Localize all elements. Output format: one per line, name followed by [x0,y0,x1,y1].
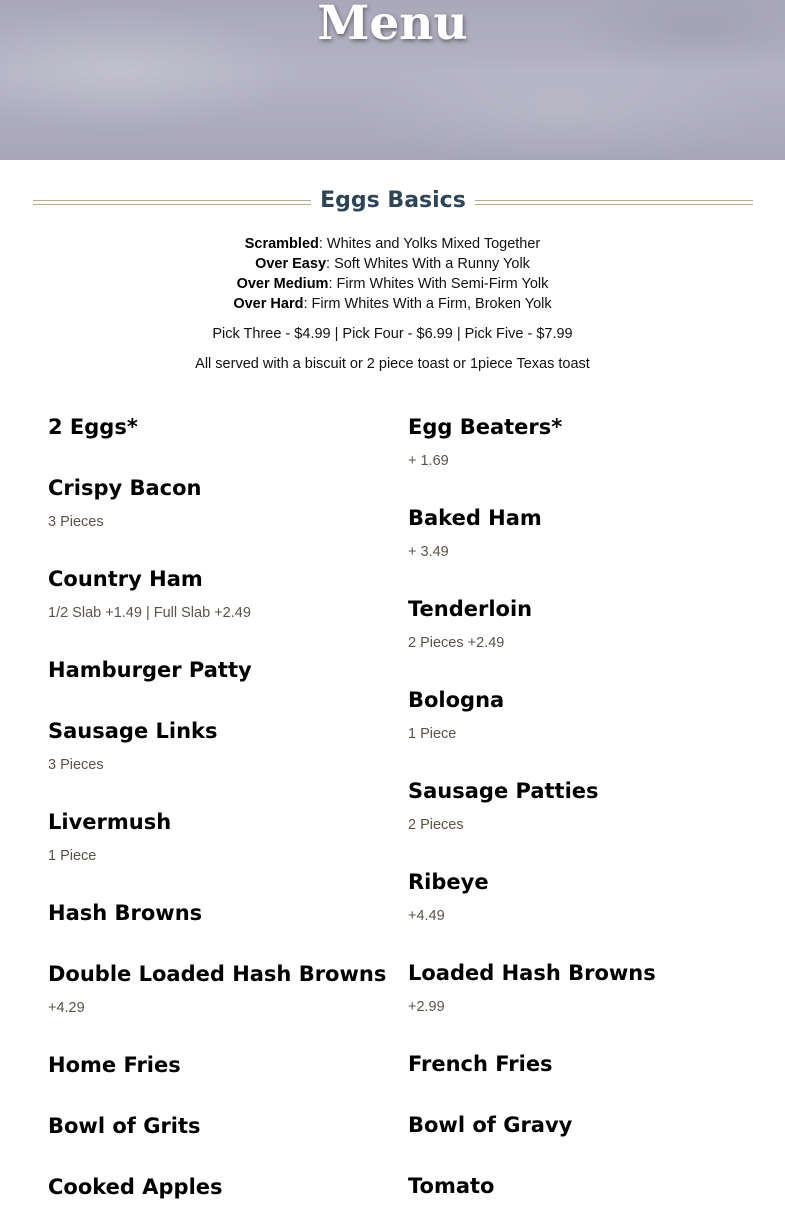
egg-style-line [0,294,785,314]
served-with-text: All served with a biscuit or 2 piece toast or 1piece Texas toast [195,356,590,372]
menu-item-detail: +4.49 [408,908,445,924]
menu-item [408,863,758,954]
menu-item-detail: 3 Pieces [48,514,104,530]
menu-item-name: Sausage Links [48,719,218,743]
menu-item-name: Baked Ham [408,506,542,530]
menu-items-right-column [408,408,758,1215]
menu-item [48,469,398,560]
egg-style-name: Scrambled [244,236,319,252]
heading-rule-left [33,200,311,205]
menu-item [48,1168,398,1215]
menu-item [48,1107,398,1168]
menu-item [48,408,398,469]
menu-item [408,1167,758,1215]
page-title: Menu [317,0,468,51]
menu-item-name: Cooked Apples [48,1175,223,1199]
menu-item-name: Bowl of Gravy [408,1113,573,1137]
menu-items-left-column [48,408,398,1215]
menu-item [48,1046,398,1107]
menu-item [48,955,398,1046]
pricing-line [0,324,785,344]
egg-style-desc: : Firm Whites With Semi-Firm Yolk [328,276,549,292]
served-with-line [0,354,785,374]
menu-item-detail: +4.29 [48,1000,85,1016]
egg-style-desc: : Firm Whites With a Firm, Broken Yolk [303,296,552,312]
menu-item-name: Tenderloin [408,597,533,621]
section-title: Eggs Basics [320,188,466,213]
menu-item-name: Home Fries [48,1053,181,1077]
egg-style-name: Over Easy [255,256,327,272]
menu-item-name: Crispy Bacon [48,476,202,500]
menu-item-name: Country Ham [48,567,203,591]
menu-item [408,408,758,499]
menu-item [408,954,758,1045]
menu-item-name: Bowl of Grits [48,1114,201,1138]
egg-style-name: Over Medium [236,276,329,292]
menu-item-name: Ribeye [408,870,489,894]
pricing-text: Pick Three - $4.99 | Pick Four - $6.99 | Pick Five - $7.99 [212,326,573,342]
egg-style-line [0,254,785,274]
menu-item-name: Livermush [48,810,172,834]
menu-item-detail: +2.99 [408,999,445,1015]
menu-item-name: Sausage Patties [408,779,599,803]
hero-banner [0,0,785,160]
menu-item-name: Hash Browns [48,901,203,925]
menu-item [408,1045,758,1106]
egg-styles-description [0,234,785,314]
menu-item-detail: + 3.49 [408,544,449,560]
menu-item-name: Bologna [408,688,505,712]
menu-item [48,560,398,651]
egg-style-name: Over Hard [233,296,304,312]
menu-item-detail: 2 Pieces [408,817,464,833]
menu-item-name: Tomato [408,1174,495,1198]
menu-item-detail: 1 Piece [48,848,97,864]
menu-item [48,894,398,955]
egg-style-line [0,234,785,254]
menu-item [48,712,398,803]
menu-item-name: 2 Eggs* [48,415,138,439]
menu-item-name: Egg Beaters* [408,415,563,439]
menu-item [408,590,758,681]
menu-item-name: Hamburger Patty [48,658,252,682]
menu-item-name: French Fries [408,1052,553,1076]
menu-item [408,499,758,590]
menu-item-name: Double Loaded Hash Browns [48,962,387,986]
egg-style-line [0,274,785,294]
menu-item [48,803,398,894]
menu-item-detail: 2 Pieces +2.49 [408,635,505,651]
egg-style-desc: : Whites and Yolks Mixed Together [318,236,541,252]
section-heading [33,183,753,219]
menu-item-detail: + 1.69 [408,453,449,469]
menu-item [408,681,758,772]
menu-item-detail: 1 Piece [408,726,457,742]
menu-item-name: Loaded Hash Browns [408,961,656,985]
menu-item [408,1106,758,1167]
egg-style-desc: : Soft Whites With a Runny Yolk [326,256,530,272]
menu-item-detail: 1/2 Slab +1.49 | Full Slab +2.49 [48,605,251,621]
heading-rule-right [475,200,753,205]
menu-item-detail: 3 Pieces [48,757,104,773]
menu-item [48,651,398,712]
menu-item [408,772,758,863]
